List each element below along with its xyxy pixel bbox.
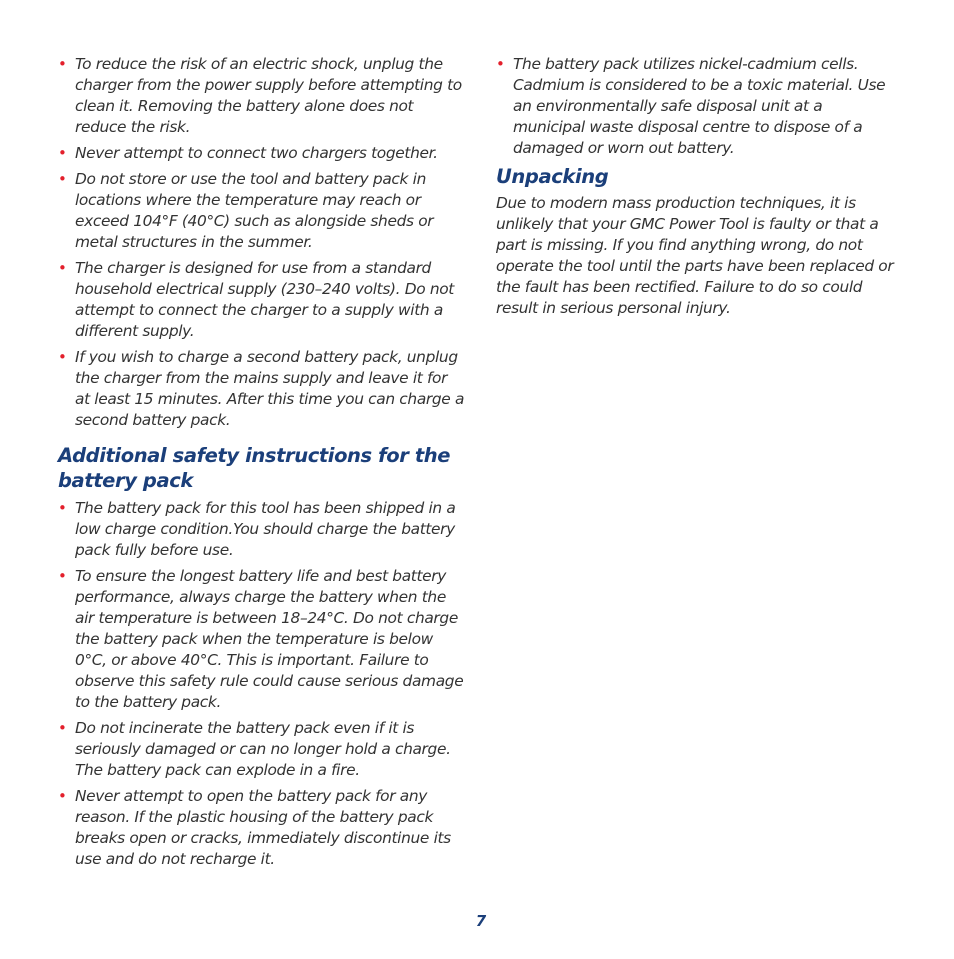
page-number: 7	[475, 912, 487, 930]
bullet-icon: •	[58, 348, 67, 366]
list-item-text: Never attempt to open the battery pack for any reason. If the plastic housing of the battery pack breaks open or cracks, immediately discontinue its use and do not recharge it.	[75, 787, 451, 868]
list-item-text: Do not incinerate the battery pack even if it is seriously damaged or can no longer hold a charge. The battery pack can explode in a fire.	[75, 719, 451, 779]
list-item	[58, 143, 466, 164]
list-item-text: If you wish to charge a second battery pack, unplug the charger from the mains supply and leave it for at least 15 minutes. After this time you can charge a second battery pack.	[75, 348, 465, 429]
unpacking-paragraph: Due to modern mass production techniques, it is unlikely that your GMC Power Tool is faulty or that a part is missing. If you find anything wrong, do not operate the tool until the parts have been replaced or the fault has been rectified. Failure to do so could result in serious personal injury.	[496, 194, 894, 317]
bullet-icon: •	[58, 719, 67, 737]
battery-safety-heading: Additional safety instructions for the battery pack	[58, 444, 451, 492]
list-item-text: The charger is designed for use from a standard household electrical supply (230–240 volts). Do not attempt to connect the charger to a supply with a different supply.	[75, 259, 454, 340]
list-item-text: To reduce the risk of an electric shock, unplug the charger from the power supply before attempting to clean it. Removing the battery alone does not reduce the risk.	[75, 55, 462, 136]
charger-safety-list	[58, 54, 466, 431]
list-item-text: The battery pack for this tool has been shipped in a low charge condition.You should charge the battery pack fully before use.	[75, 499, 456, 559]
list-item	[496, 54, 896, 159]
bullet-icon: •	[58, 55, 67, 73]
bullet-icon: •	[58, 144, 67, 162]
list-item	[58, 54, 466, 138]
bullet-icon: •	[58, 567, 67, 585]
list-item-text: Do not store or use the tool and battery pack in locations where the temperature may reach or exceed 104°F (40°C) such as alongside sheds or metal structures in the summer.	[75, 170, 434, 251]
list-item	[58, 566, 466, 713]
bullet-icon: •	[496, 55, 505, 73]
list-item	[58, 498, 466, 561]
battery-safety-list	[58, 498, 466, 870]
bullet-icon: •	[58, 170, 67, 188]
list-item-text: Never attempt to connect two chargers together.	[75, 144, 438, 162]
list-item	[58, 169, 466, 253]
unpacking-heading: Unpacking	[496, 165, 609, 188]
right-column	[496, 54, 896, 319]
list-item	[58, 718, 466, 781]
list-item-text: The battery pack utilizes nickel-cadmium cells. Cadmium is considered to be a toxic material. Use an environmentally safe disposal unit at a municipal waste disposal centre to dispose of a damaged or worn out battery.	[513, 55, 886, 157]
left-column	[58, 54, 466, 875]
bullet-icon: •	[58, 259, 67, 277]
bullet-icon: •	[58, 787, 67, 805]
bullet-icon: •	[58, 499, 67, 517]
disposal-list	[496, 54, 896, 159]
list-item	[58, 347, 466, 431]
list-item	[58, 786, 466, 870]
list-item-text: To ensure the longest battery life and best battery performance, always charge the battery when the air temperature is between 18–24°C. Do not charge the battery pack when the temperature is below 0°C, or above 40°C. This is important. Failure to observe this safety rule could cause serious damage to the battery pack.	[75, 567, 464, 711]
list-item	[58, 258, 466, 342]
